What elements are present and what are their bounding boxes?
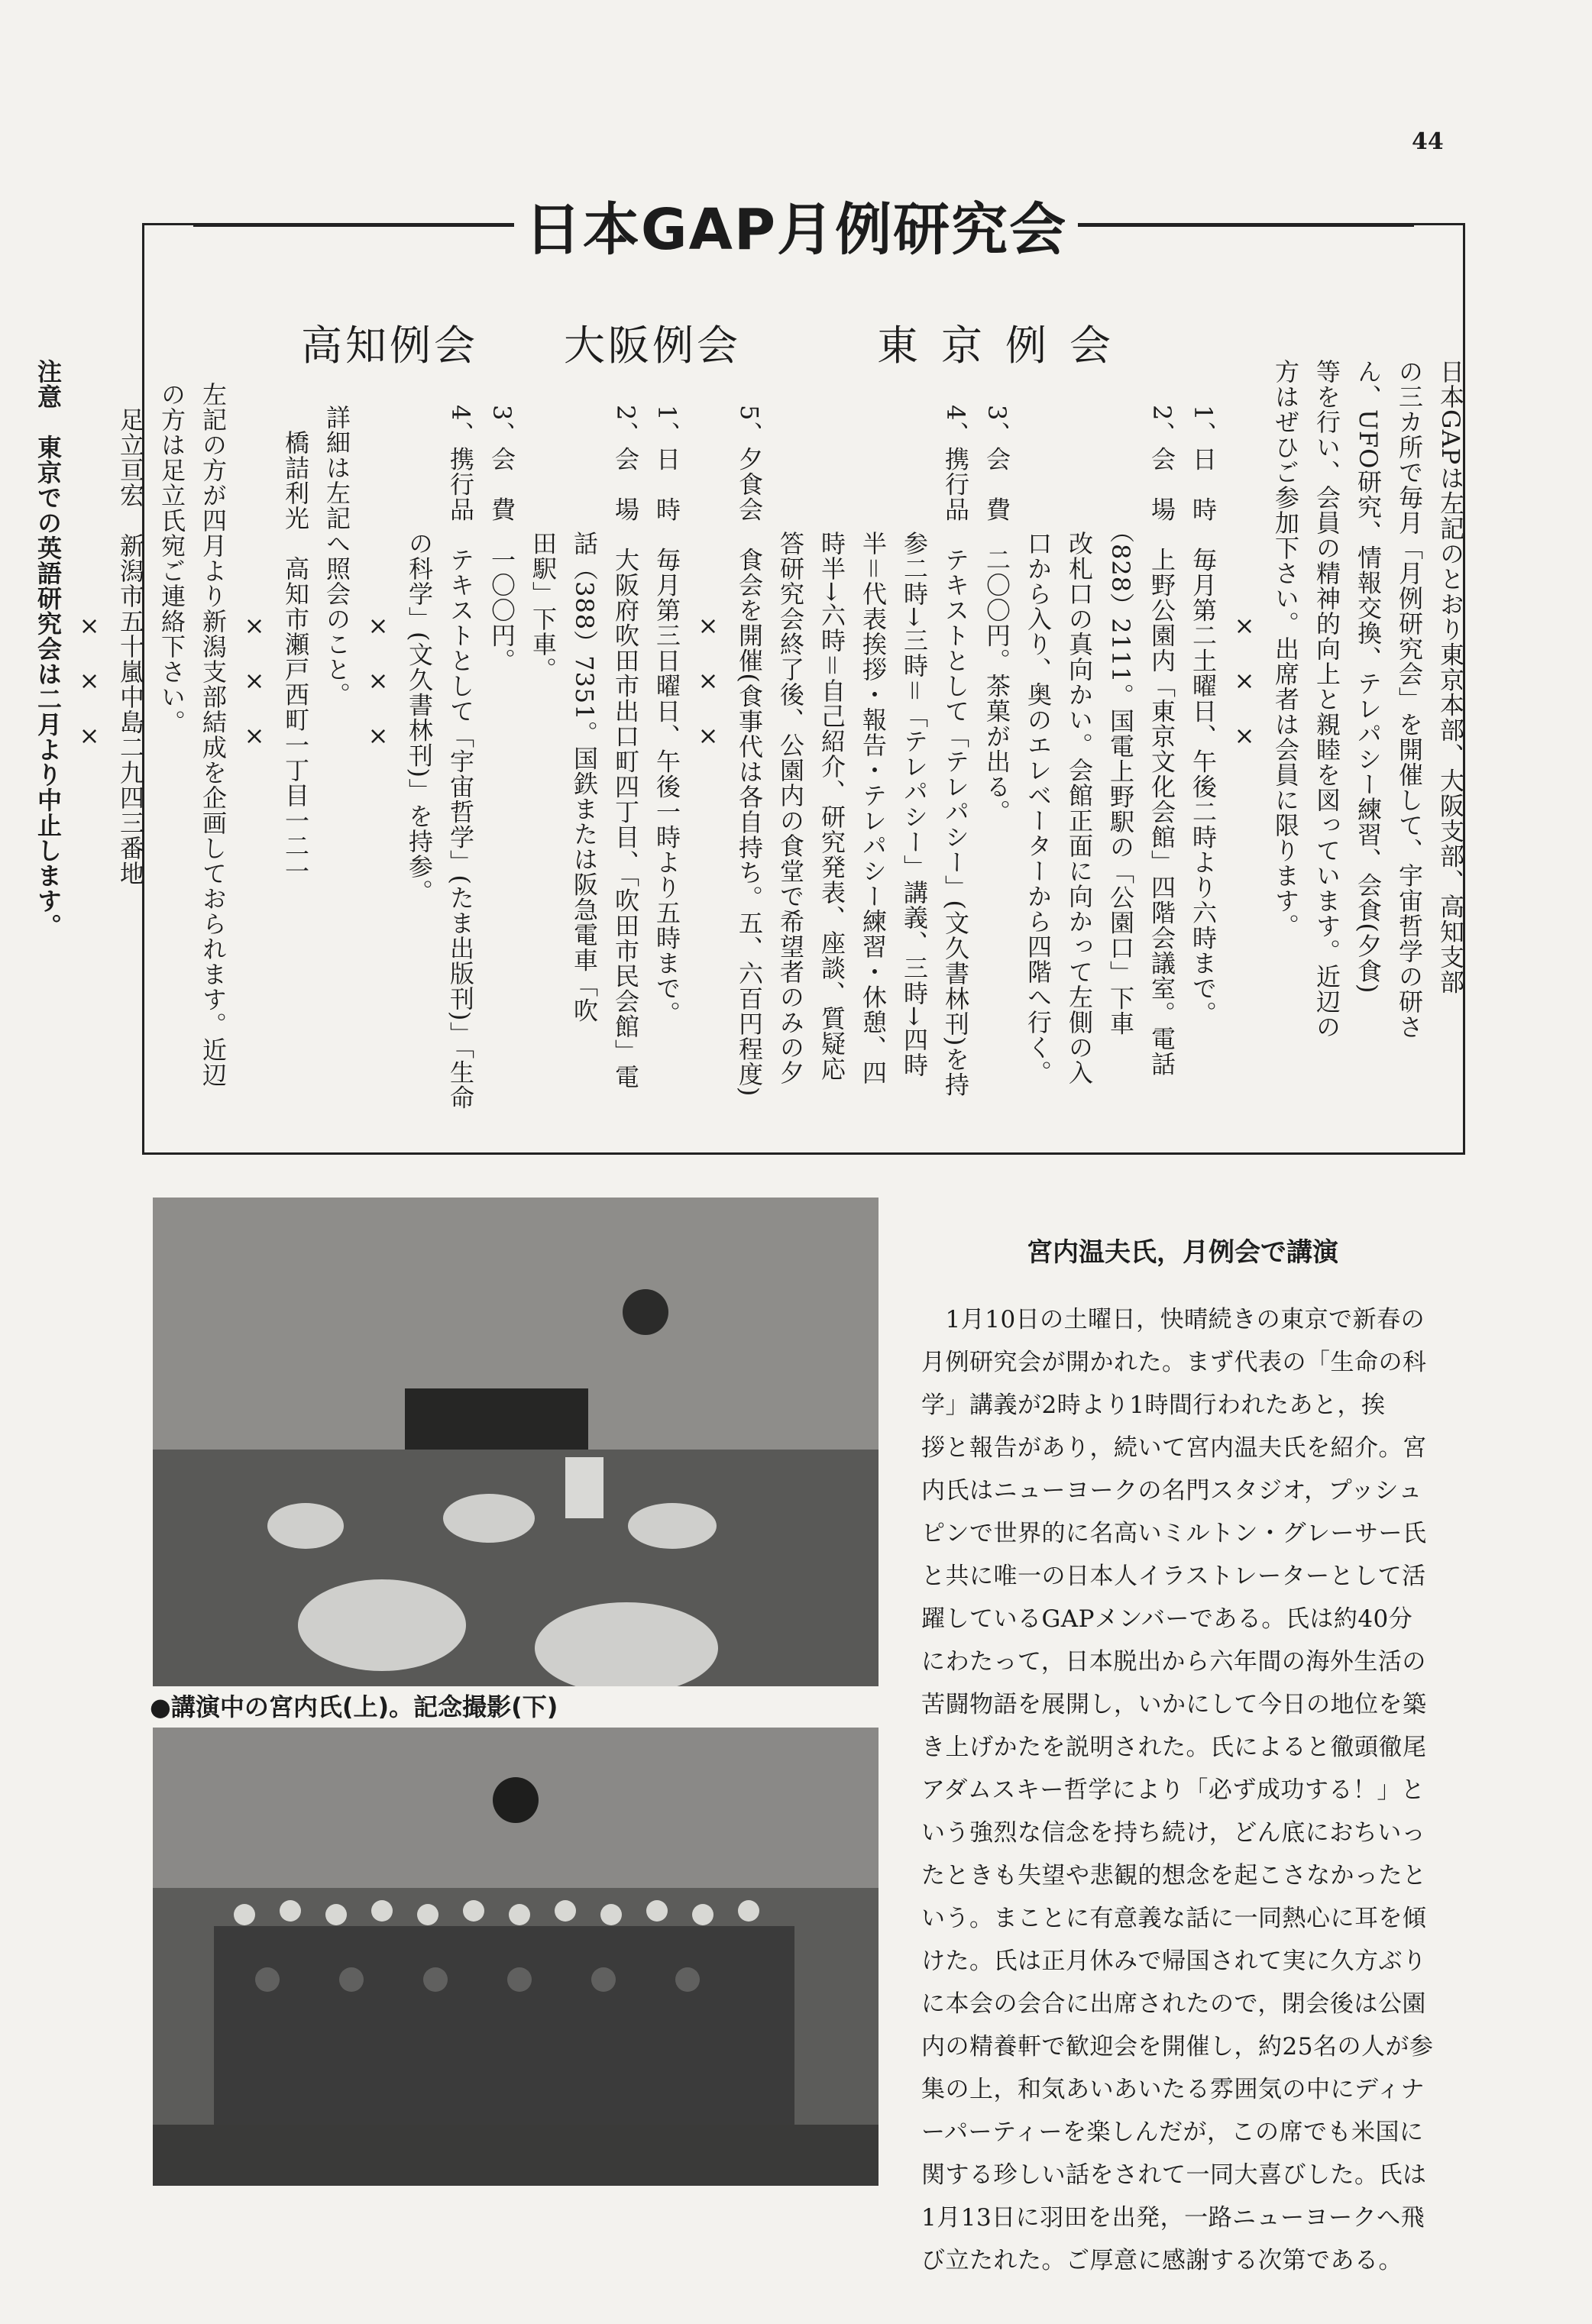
tokyo-line: 参二時→三時＝「テレパシー」講義、三時→四時 <box>900 405 929 1078</box>
banner <box>142 191 1465 263</box>
article-line: 学」講義が2時より1時間行われたあと，挨 <box>921 1391 1386 1419</box>
osaka-line: 田駅」下車。 <box>529 405 558 682</box>
separator: × × × <box>364 611 393 751</box>
article-line: と共に唯一の日本人イラストレーターとして活 <box>921 1563 1426 1590</box>
head-kochi: 高知例会 <box>301 322 478 370</box>
article-line: 内の精養軒で歓迎会を開催し，約25名の人が参 <box>921 2033 1434 2061</box>
tokyo-line: （828）2111。国電上野駅の「公園口」下車 <box>1106 405 1135 1036</box>
head-osaka: 大阪例会 <box>564 322 741 370</box>
article-line: 1月13日に羽田を出発，一路ニューヨークへ飛 <box>921 2204 1425 2232</box>
article-line: 拶と報告があり，続いて宮内温夫氏を紹介。宮 <box>921 1434 1427 1462</box>
tokyo-line: 5、夕食会 食会を開催(食事代は各自持ち。五、六百円程度) <box>735 405 764 1097</box>
article-line: び立たれた。ご厚意に感謝する次第である。 <box>921 2247 1403 2274</box>
separator: × × × <box>1230 611 1259 751</box>
head-tokyo: 東京例会 <box>877 322 1134 370</box>
osaka-line: 話（388）7351。国鉄または阪急電車「吹 <box>570 405 599 1023</box>
article-line: 月例研究会が開かれた。まず代表の「生命の科 <box>921 1349 1427 1376</box>
article-line: いう。まことに有意義な話に一同熱心に耳を傾 <box>921 1905 1427 1932</box>
article-line: 1月10日の土曜日，快晴続きの東京で新春の <box>921 1306 1425 1333</box>
article-line: 関する珍しい話をされて一同大喜びした。氏は <box>921 2161 1427 2189</box>
article-line: いう強烈な信念を持ち続け，どん底におちいっ <box>921 1819 1426 1847</box>
article-line: に本会の会合に出席されたので，閉会後は公園 <box>921 1990 1426 2018</box>
article-body <box>921 1298 1441 2282</box>
tokyo-line: 4、携行品 テキストとして「テレパシー」(文久書林刊)を持 <box>941 405 970 1097</box>
page-number: 44 <box>1412 128 1444 155</box>
tokyo-line: 半＝代表挨拶・報告・テレパシー練習・休憩、四 <box>859 405 888 1086</box>
separator: × × × <box>240 611 269 751</box>
osaka-line: の科学」(文久書林刊)」を持参。 <box>405 405 434 904</box>
niigata-line: 左記の方が四月より新潟支部結成を企画しておられます。近辺 <box>199 382 228 1088</box>
lecture-photo-art <box>153 1198 879 1686</box>
article-line: アダムスキー哲学により「必ず成功する！」と <box>921 1776 1425 1804</box>
tokyo-line: 2、会 場 上野公園内「東京文化会館」四階会議室。電話 <box>1147 405 1176 1077</box>
group-photo <box>153 1728 879 2186</box>
article-title: 宮内温夫氏，月例会で講演 <box>1027 1237 1338 1268</box>
intro-line: 日本GAPは左記のとおり東京本部、大阪支部、高知支部 <box>1436 359 1465 995</box>
banner-rule-left <box>193 225 514 227</box>
tokyo-line: 口から入り、奥のエレベーターから四階へ行く。 <box>1024 405 1053 1085</box>
group-photo-art <box>153 1728 879 2186</box>
niigata-line: 足立亘宏 新潟市五十嵐中島二九四三番地 <box>116 382 145 886</box>
article-line: けた。氏は正月休みで帰国されて実に久方ぶり <box>921 1947 1427 1975</box>
intro-line: の三カ所で毎月「月例研究会」を開催して、宇宙哲学の研さ <box>1395 359 1424 1039</box>
osaka-line: 3、会 費 一〇〇円。 <box>487 405 516 674</box>
tokyo-line: 答研究会終了後、公園内の食堂で希望者のみの夕 <box>776 405 805 1085</box>
article-line: 苦闘物語を展開し，いかにして今日の地位を築 <box>921 1691 1427 1718</box>
niigata-line: の方は足立氏宛ご連絡下さい。 <box>157 382 186 735</box>
osaka-line: 2、会 場 大阪府吹田市出口町四丁目、「吹田市民会館」電 <box>611 405 640 1090</box>
article-line: ピンで世界的に名高いミルトン・グレーサー氏 <box>921 1520 1427 1547</box>
article-line: 内氏はニューヨークの名門スタジオ，プッシュ <box>921 1477 1422 1505</box>
intro-line: 方はぜひご参加下さい。出席者は会員に限ります。 <box>1271 359 1300 939</box>
osaka-line: 1、日 時 毎月第三日曜日、午後一時より五時まで。 <box>652 405 681 1026</box>
banner-rule-right <box>1078 225 1414 227</box>
article-line: たときも失望や悲観的想念を起こさなかったと <box>921 1862 1427 1889</box>
tokyo-line: 1、日 時 毎月第二土曜日、午後二時より六時まで。 <box>1189 405 1218 1026</box>
photo-caption: ●講演中の宮内氏(上)。記念撮影(下) <box>150 1692 558 1721</box>
article-line: 躍しているGAPメンバーである。氏は約40分 <box>921 1605 1413 1633</box>
tokyo-line: 改札口の真向かい。会館正面に向かって左側の入 <box>1065 405 1094 1085</box>
article-line: き上げかたを説明された。氏によると徹頭徹尾 <box>921 1734 1427 1761</box>
article-line: ーパーティーを楽しんだが，この席でも米国に <box>921 2119 1424 2146</box>
banner-title: 日本GAP月例研究会 <box>514 185 1078 266</box>
tokyo-line: 時半→六時＝自己紹介、研究発表、座談、質疑応 <box>817 405 846 1081</box>
vertical-text-columns <box>34 359 1471 1130</box>
notice: 注意 東京での英語研究会は二月より中止します。 <box>34 359 63 939</box>
intro-line: ん、UFO研究、情報交換、テレパシー練習、会食(夕食) <box>1354 359 1383 994</box>
article-line: にわたって，日本脱出から六年間の海外生活の <box>921 1648 1426 1676</box>
separator: × × × <box>75 611 104 751</box>
separator: × × × <box>694 611 723 751</box>
kochi-line: 詳細は左記へ照会のこと。 <box>322 405 351 707</box>
osaka-line: 4、携行品 テキストとして「宇宙哲学」(たま出版刊)」「生命 <box>446 405 475 1110</box>
intro-line: 等を行い、会員の精神的向上と親睦を図っています。近辺の <box>1312 359 1341 1039</box>
kochi-line: 橋詰利光 高知市瀬戸西町一丁目一二一 <box>281 405 310 884</box>
lecture-photo <box>153 1198 879 1686</box>
article-line: 集の上，和気あいあいたる雰囲気の中にディナ <box>921 2076 1425 2103</box>
tokyo-line: 3、会 費 二〇〇円。茶菓が出る。 <box>982 405 1011 825</box>
